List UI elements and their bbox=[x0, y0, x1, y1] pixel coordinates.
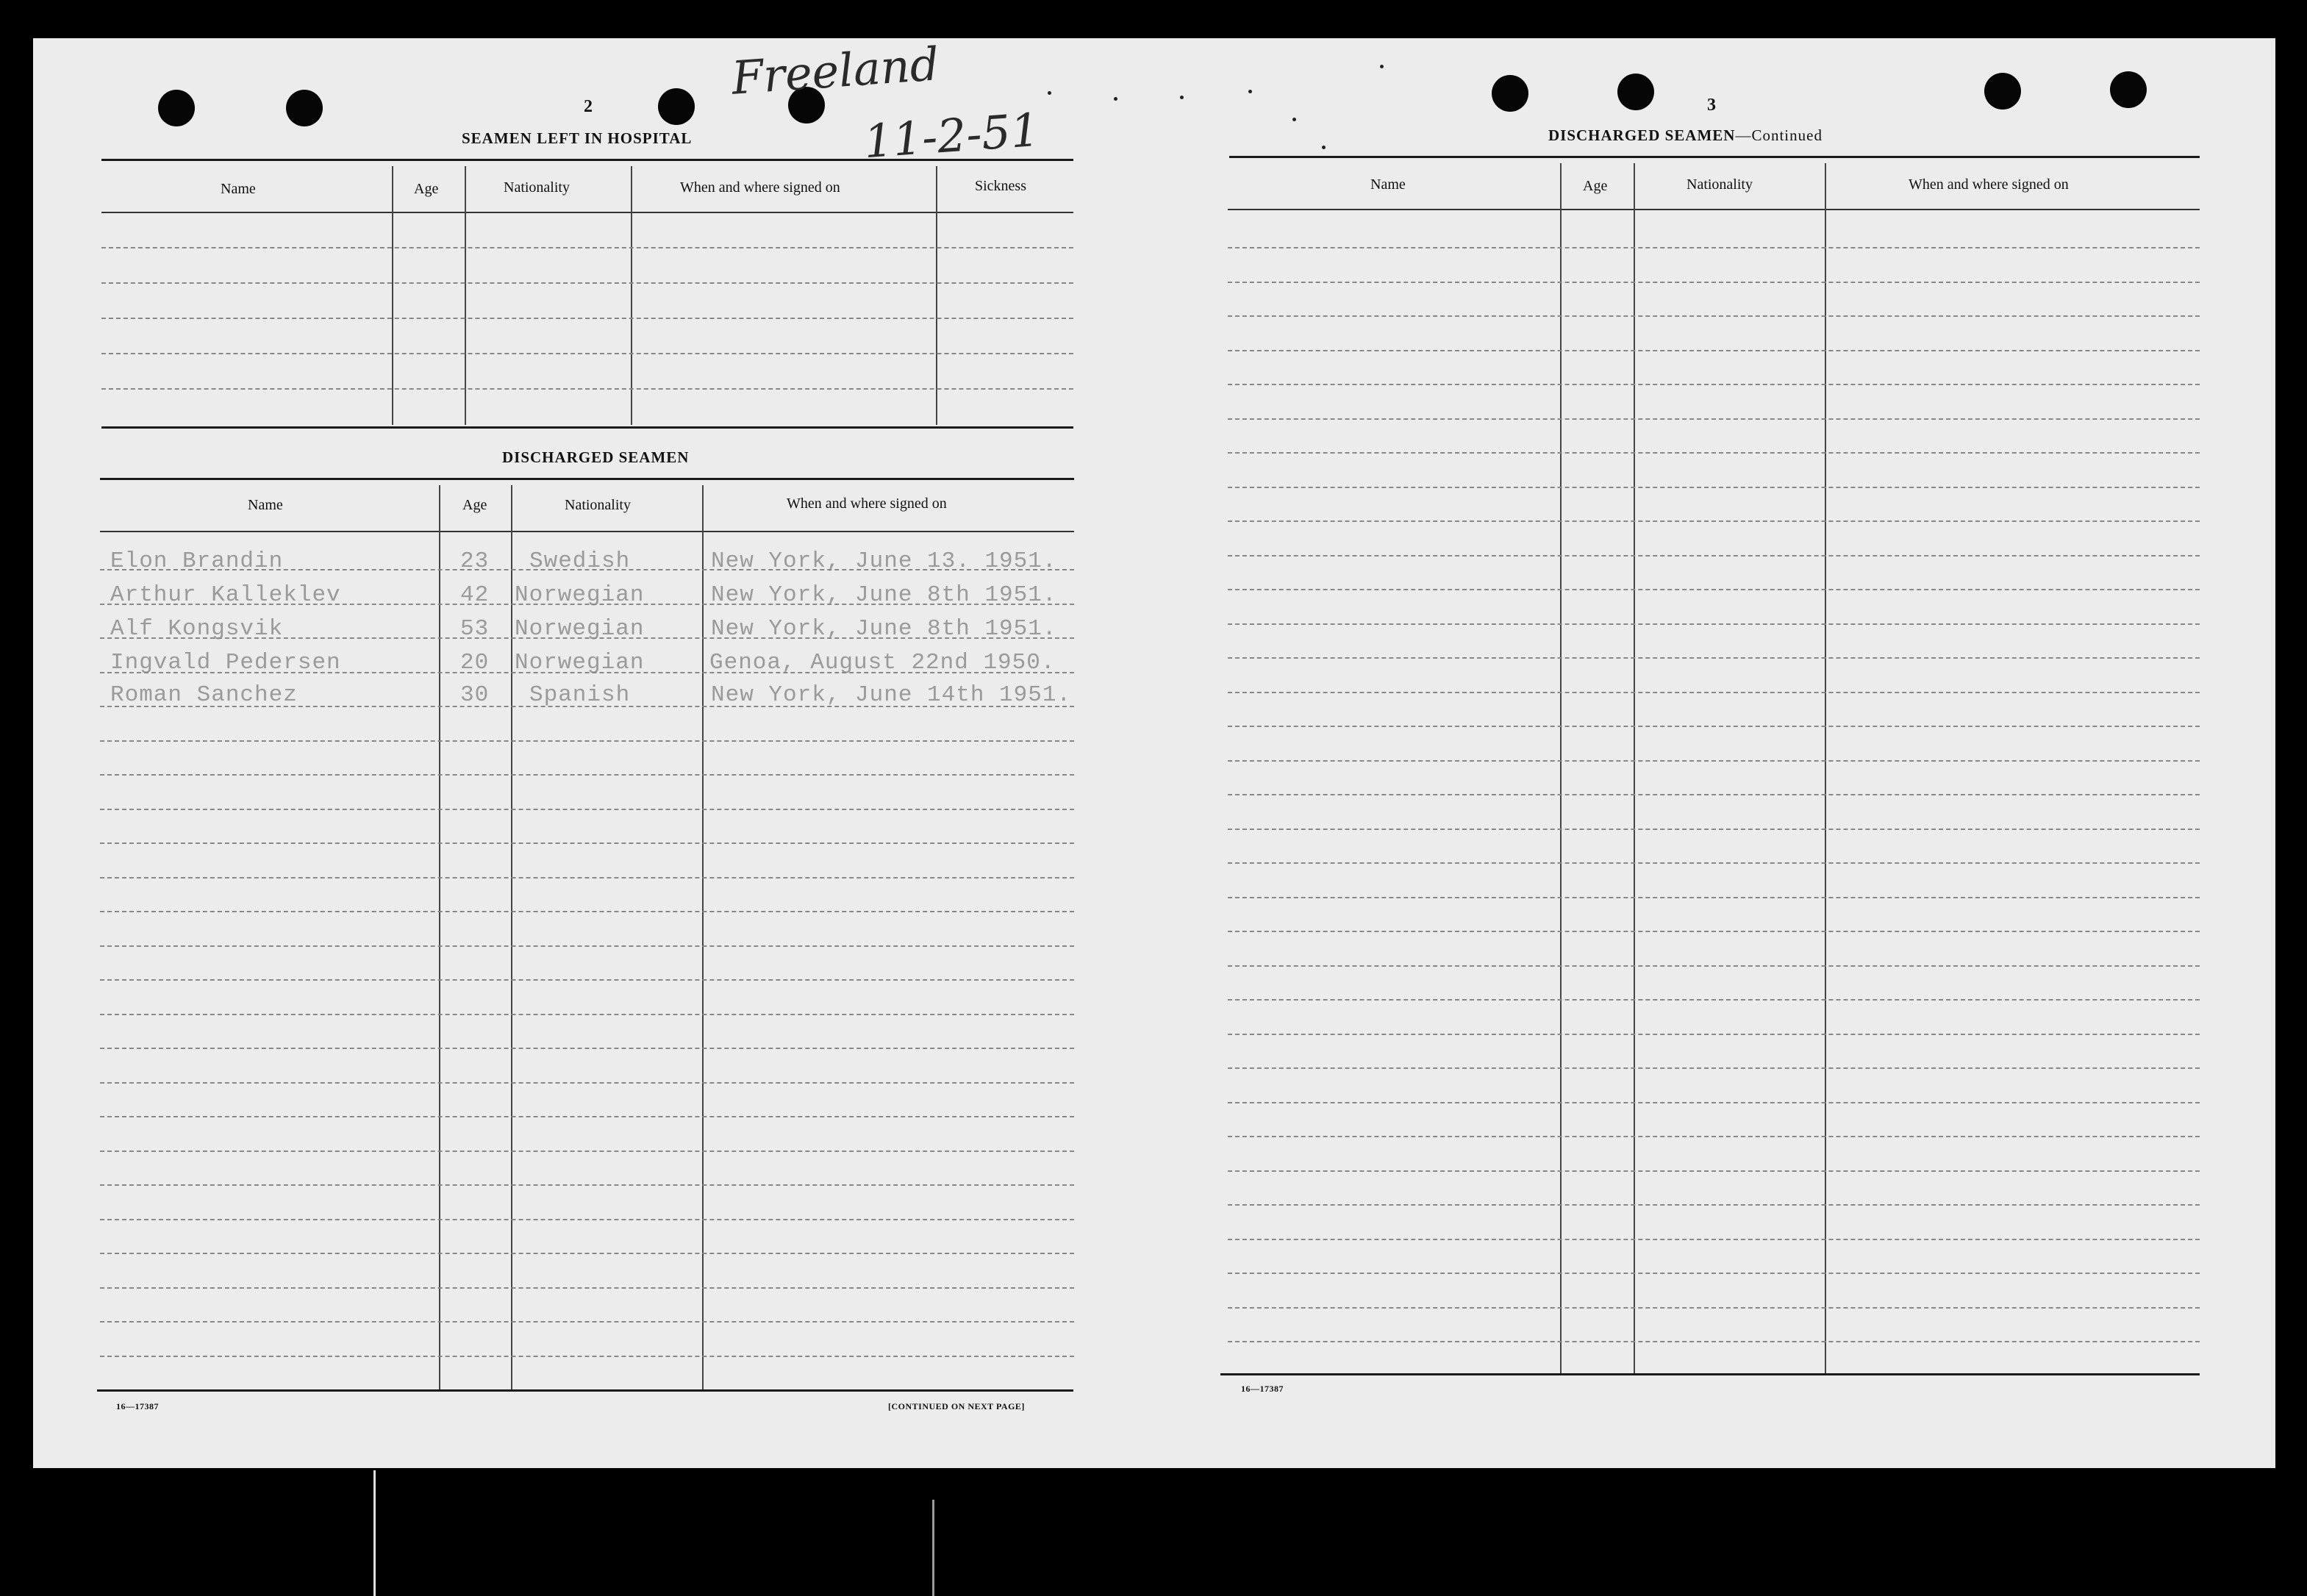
hospital-col-divider bbox=[392, 166, 393, 425]
ruled-line bbox=[1228, 520, 2200, 522]
punch-hole bbox=[1617, 74, 1654, 110]
hospital-row-line bbox=[101, 318, 1073, 319]
ruled-line bbox=[100, 1048, 1074, 1049]
crew-signed-on: New York, June 8th 1951. bbox=[711, 582, 1057, 608]
ruled-line bbox=[1228, 1034, 2200, 1035]
crew-age: 20 bbox=[460, 650, 490, 676]
crew-name: Alf Kongsvik bbox=[110, 616, 284, 642]
ink-dot bbox=[1248, 90, 1252, 93]
right-col-name: Name bbox=[1370, 176, 1406, 193]
ruled-line bbox=[1228, 1341, 2200, 1342]
crew-nationality: Norwegian bbox=[515, 616, 645, 642]
ruled-line bbox=[1228, 1136, 2200, 1137]
hospital-row-line bbox=[101, 388, 1073, 390]
punch-hole bbox=[658, 88, 695, 125]
ruled-line bbox=[100, 842, 1074, 844]
hospital-col-signed-on: When and where signed on bbox=[680, 179, 840, 196]
hospital-row-line bbox=[101, 282, 1073, 284]
punch-hole bbox=[2110, 71, 2147, 108]
discharged-header-rule bbox=[100, 531, 1074, 532]
discharged-col-nationality: Nationality bbox=[565, 497, 631, 513]
page-number-right: 3 bbox=[1707, 96, 1716, 115]
hospital-bottom-rule bbox=[101, 426, 1073, 429]
crew-signed-on: New York, June 14th 1951. bbox=[711, 682, 1072, 708]
right-col-divider bbox=[1825, 163, 1826, 1373]
ruled-line bbox=[1228, 282, 2200, 283]
ruled-line bbox=[1228, 247, 2200, 248]
page-number-left: 2 bbox=[584, 97, 593, 116]
ruled-line bbox=[1228, 1239, 2200, 1240]
form-number-left: 16—17387 bbox=[116, 1401, 159, 1411]
ink-dot bbox=[1114, 97, 1117, 101]
ruled-line bbox=[100, 604, 1074, 605]
crew-signed-on: Genoa, August 22nd 1950. bbox=[709, 650, 1056, 676]
crew-nationality: Spanish bbox=[529, 682, 631, 708]
right-col-signed-on: When and where signed on bbox=[1909, 176, 2069, 193]
ruled-line bbox=[100, 1116, 1074, 1117]
discharged-bottom-rule bbox=[97, 1389, 1073, 1392]
ruled-line bbox=[1228, 692, 2200, 693]
hospital-row-line bbox=[101, 247, 1073, 248]
crew-name: Elon Brandin bbox=[110, 548, 284, 574]
ruled-line bbox=[100, 1184, 1074, 1186]
ruled-line bbox=[1228, 726, 2200, 727]
right-bottom-rule bbox=[1220, 1373, 2200, 1375]
ruled-line bbox=[100, 1356, 1074, 1357]
right-col-nationality: Nationality bbox=[1687, 176, 1753, 193]
ruled-line bbox=[1228, 452, 2200, 454]
crew-age: 23 bbox=[460, 548, 490, 574]
right-col-divider bbox=[1634, 163, 1635, 1373]
hospital-col-nationality: Nationality bbox=[504, 179, 570, 196]
ruled-line bbox=[100, 569, 1074, 570]
ruled-line bbox=[100, 809, 1074, 810]
ruled-line bbox=[1228, 384, 2200, 385]
hospital-col-divider bbox=[631, 166, 632, 425]
hospital-col-age: Age bbox=[414, 181, 439, 197]
crew-signed-on: New York, June 8th 1951. bbox=[711, 616, 1057, 642]
hospital-col-sickness: Sickness bbox=[975, 178, 1026, 194]
discharged-col-name: Name bbox=[248, 497, 283, 513]
ruled-line bbox=[100, 1219, 1074, 1220]
ruled-line bbox=[1228, 931, 2200, 932]
hospital-col-divider bbox=[936, 166, 937, 425]
ruled-line bbox=[100, 979, 1074, 981]
crew-age: 53 bbox=[460, 616, 490, 642]
ruled-line bbox=[100, 1321, 1074, 1323]
ruled-line bbox=[1228, 965, 2200, 967]
crew-name: Ingvald Pedersen bbox=[110, 650, 341, 676]
ruled-line bbox=[1228, 999, 2200, 1001]
ruled-line bbox=[1228, 623, 2200, 625]
ruled-line bbox=[1228, 1204, 2200, 1206]
punch-hole bbox=[1492, 75, 1528, 112]
ruled-line bbox=[1228, 1273, 2200, 1274]
handwritten-name: Freeland bbox=[729, 37, 941, 105]
ruled-line bbox=[1228, 1307, 2200, 1309]
ruled-line bbox=[100, 672, 1074, 673]
hospital-section-title: SEAMEN LEFT IN HOSPITAL bbox=[462, 129, 693, 147]
discharged-col-age: Age bbox=[462, 497, 487, 513]
ruled-line bbox=[1228, 1102, 2200, 1103]
ruled-line bbox=[1228, 487, 2200, 488]
ink-dot bbox=[1322, 146, 1326, 149]
ink-dot bbox=[1292, 118, 1296, 121]
discharged-top-rule bbox=[100, 478, 1074, 480]
discharged-continued-title bbox=[1548, 126, 1823, 145]
punch-hole bbox=[1984, 73, 2021, 110]
ruled-line bbox=[100, 1287, 1074, 1289]
hospital-col-divider bbox=[465, 166, 466, 425]
scan-border-bottom bbox=[0, 1469, 2307, 1596]
ink-dot bbox=[1048, 91, 1051, 95]
hospital-row-line bbox=[101, 353, 1073, 354]
ink-dot bbox=[1380, 65, 1384, 68]
handwritten-date: 11-2-51 bbox=[862, 102, 1042, 169]
right-col-divider bbox=[1560, 163, 1562, 1373]
hospital-col-name: Name bbox=[221, 181, 256, 197]
crew-signed-on: New York, June 13. 1951. bbox=[711, 548, 1057, 574]
ruled-line bbox=[100, 1151, 1074, 1152]
crew-nationality: Swedish bbox=[529, 548, 631, 574]
discharged-section-title: DISCHARGED SEAMEN bbox=[502, 448, 690, 466]
ruled-line bbox=[1228, 760, 2200, 762]
scan-scratch bbox=[373, 1470, 376, 1596]
ruled-line bbox=[1228, 794, 2200, 795]
crew-name: Roman Sanchez bbox=[110, 682, 298, 708]
crew-age: 42 bbox=[460, 582, 490, 608]
ruled-line bbox=[1228, 555, 2200, 557]
ruled-line bbox=[1228, 589, 2200, 590]
hospital-header-rule bbox=[101, 212, 1073, 213]
ruled-line bbox=[1228, 315, 2200, 317]
ruled-line bbox=[1228, 862, 2200, 864]
discharged-col-signed-on: When and where signed on bbox=[787, 495, 947, 512]
ruled-line bbox=[100, 637, 1074, 639]
ruled-line bbox=[1228, 418, 2200, 420]
punch-hole bbox=[286, 90, 323, 126]
continued-note: [CONTINUED ON NEXT PAGE] bbox=[888, 1401, 1025, 1411]
discharged-continued-suffix: —Continued bbox=[1735, 126, 1823, 144]
crew-name: Arthur Kalleklev bbox=[110, 582, 341, 608]
ruled-line bbox=[1228, 897, 2200, 898]
ruled-line bbox=[100, 1253, 1074, 1254]
crew-nationality: Norwegian bbox=[515, 582, 645, 608]
ruled-line bbox=[100, 740, 1074, 742]
form-number-right: 16—17387 bbox=[1241, 1384, 1284, 1394]
right-header-rule bbox=[1228, 209, 2200, 210]
scan-scratch bbox=[932, 1500, 934, 1596]
ruled-line bbox=[100, 945, 1074, 947]
crew-nationality: Norwegian bbox=[515, 650, 645, 676]
ink-dot bbox=[1180, 96, 1184, 99]
right-top-rule bbox=[1229, 156, 2200, 158]
ruled-line bbox=[100, 1014, 1074, 1015]
crew-age: 30 bbox=[460, 682, 490, 708]
ruled-line bbox=[1228, 1170, 2200, 1172]
ruled-line bbox=[1228, 350, 2200, 351]
ruled-line bbox=[100, 774, 1074, 776]
ruled-line bbox=[100, 706, 1074, 707]
discharged-continued-main: DISCHARGED SEAMEN bbox=[1548, 126, 1736, 144]
right-col-age: Age bbox=[1583, 178, 1608, 194]
ruled-line bbox=[100, 1082, 1074, 1084]
ruled-line bbox=[1228, 1067, 2200, 1069]
ruled-line bbox=[100, 911, 1074, 912]
ruled-line bbox=[100, 877, 1074, 878]
punch-hole bbox=[158, 90, 195, 126]
hospital-top-rule bbox=[101, 159, 1073, 161]
ruled-line bbox=[1228, 657, 2200, 659]
ruled-line bbox=[1228, 829, 2200, 830]
